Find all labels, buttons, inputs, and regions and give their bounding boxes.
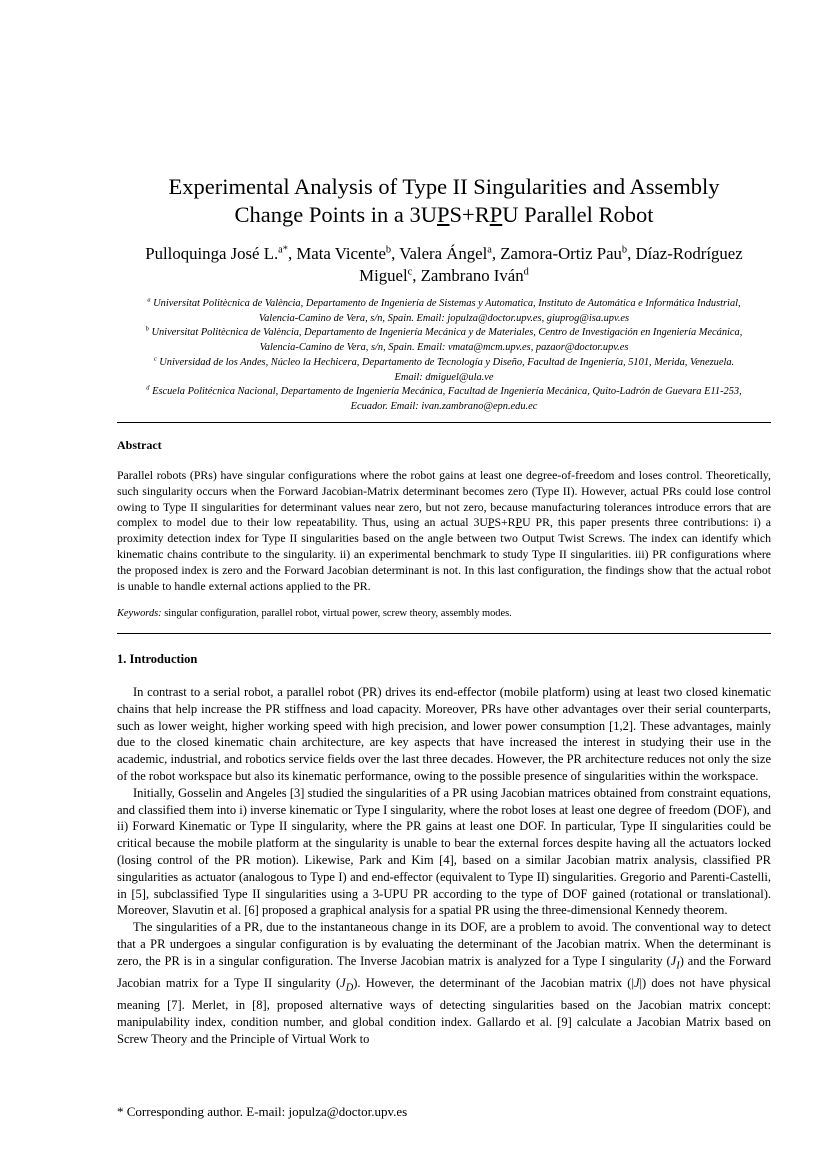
title-underlined-p: P — [437, 202, 450, 227]
affiliation-line: Email: dmiguel@ula.ve — [394, 371, 494, 383]
author-name: Valera Ángel — [399, 244, 488, 263]
author-separator: , — [627, 244, 636, 263]
abstract-heading: Abstract — [117, 438, 162, 452]
title-underlined-p: P — [489, 202, 503, 227]
author — [145, 244, 296, 263]
math-subscript: I — [676, 960, 680, 972]
author-name: Pulloquinga José L. — [145, 244, 279, 263]
affiliation — [117, 326, 771, 355]
affiliation-line: Universitat Politècnica de València, Departamento de Ingeniería Mecánica y de Materiales, Centro de Investigación en Ingeniería Mecánica, — [148, 327, 743, 339]
author-name: Zambrano Iván — [420, 266, 524, 285]
author-separator: , — [412, 266, 421, 285]
paragraph-text: |) does not have physical meaning [7]. Merlet, in [8], proposed alternative ways of detecting singularities based on the Jacobian matrix concept: manipulability index, condition number, and global condition index. Gallardo et al. [9] calculate a Jacobian Matrix based on Screw Theory and the Principle of Virtual Work to — [117, 976, 771, 1046]
affiliation-line: Escuela Politécnica Nacional, Departamento de Ingeniería Mecánica, Facultad de Ingeniería Mecánica, Quito-Ladrón de Guevara E11-253, — [149, 386, 742, 398]
abstract-text: U PR, this paper presents three contributions: i) a proximity detection index for Type II singularities based on the angle between two Output Twist Screws. The index can identify which kinematic chains contribute to the singularity. ii) an experimental benchmark to study Type II singularities. iii) PR configurations where the proposed index is zero and the Forward Jacobian determinant is not. In this last configuration, the findings show that the actual robot is unable to handle external actions applied to the PR. — [117, 515, 771, 593]
paragraph-text: ) and the Forward Jacobian matrix for a Type II singularity ( — [117, 953, 771, 991]
author-affil-mark: a — [487, 244, 492, 256]
affiliation — [117, 385, 771, 414]
abstract-text: S+R — [494, 515, 516, 530]
abstract-underlined-p: P — [487, 515, 495, 530]
math-j: J — [633, 976, 640, 991]
abstract-body — [117, 468, 771, 594]
paragraph: In contrast to a serial robot, a parallel robot (PR) drives its end-effector (mobile platform) using at least two closed kinematic chains that help increase the PR stiffness and load capacity. Moreover, PRs have other advantages over their serial counterparts, such as lower weight, higher working speed with high precision, and lower power consumption [1,2]. These advantages, mainly due to the closed kinematic chain architecture, are key aspects that have increased the interest in studying their use in the academic, industrial, and robotics service fields over the last three decades. However, the PR architecture reduces not only the size of the robot workspace but also its kinematic performance, owing to the possible presence of singularities within the workspace. — [117, 685, 771, 783]
paragraph-text: ). However, the determinant of the Jacobian matrix (| — [353, 976, 634, 991]
author — [399, 244, 500, 263]
title-line-2 — [117, 201, 771, 229]
author-name: Zamora-Ortiz Pau — [500, 244, 622, 263]
affiliation-letter: d — [146, 384, 150, 392]
affiliation-list — [117, 297, 771, 415]
keywords-label: Keywords: — [117, 608, 162, 619]
abstract-bottom-rule — [117, 633, 771, 634]
author-affil-mark: b — [385, 244, 392, 256]
title-part: S+R — [449, 202, 490, 227]
author-affil-mark: a* — [278, 244, 288, 256]
author — [500, 244, 635, 263]
author — [421, 266, 529, 285]
author-separator: , — [491, 244, 501, 263]
affiliation — [117, 356, 771, 385]
affiliation-line: Ecuador. Email: ivan.zambrano@epn.edu.ec — [350, 400, 538, 412]
abstract-top-rule — [117, 422, 771, 423]
title-part: U Parallel Robot — [502, 202, 654, 227]
author-name: Díaz-Rodríguez Miguel — [359, 244, 743, 285]
math-symbol — [340, 976, 354, 994]
affiliation-letter: a — [147, 296, 151, 304]
title-line-1: Experimental Analysis of Type II Singularities and Assembly — [168, 174, 720, 199]
paragraph — [117, 919, 771, 1048]
author-separator: , — [391, 244, 400, 263]
affiliation-letter: b — [145, 325, 149, 333]
paragraph-text: The singularities of a PR, due to the instantaneous change in its DOF, are a problem to avoid. The conventional way to detect that a PR undergoes a singular configuration is by evaluating the determinant of the Jacobian matrix. When the determinant is zero, the PR is in a singular configuration. The Inverse Jacobian matrix is analyzed for a Type I singularity ( — [117, 920, 771, 968]
section-body — [117, 684, 771, 1048]
affiliation-line: Universitat Politècnica de València, Departamento de Ingeniería de Sistemas y Automatica, Instituto de Automática e Informática Industrial, — [150, 298, 741, 309]
author-affil-mark: b — [621, 244, 628, 256]
affiliation-line: Universidad de los Andes, Núcleo la Hechicera, Departamento de Tecnología y Diseño, Facultad de Ingeniería, 5101, Merida, Venezuela. — [156, 356, 735, 368]
author-separator: , — [287, 244, 297, 263]
affiliation-letter: c — [153, 355, 157, 363]
math-symbol — [670, 953, 680, 972]
math-j: J — [670, 953, 677, 968]
keywords-text: singular configuration, parallel robot, virtual power, screw theory, assembly modes. — [161, 608, 512, 619]
affiliation-line: Valencia-Camino de Vera, s/n, Spain. Email: vmata@mcm.upv.es, pazaor@doctor.upv.es — [259, 342, 629, 354]
affiliation-line: Valencia-Camino de Vera, s/n, Spain. Email: jopulza@doctor.upv.es, giuprog@isa.upv.es — [258, 312, 630, 324]
footnote: * Corresponding author. E-mail: jopulza@doctor.upv.es — [117, 1104, 408, 1119]
paper-title — [117, 173, 771, 229]
math-j: J — [340, 976, 346, 991]
abstract-underlined-p: P — [515, 515, 523, 530]
author-name: Mata Vicente — [296, 244, 386, 263]
author-affil-mark: d — [523, 266, 529, 278]
author-list — [117, 243, 771, 287]
abstract-text: Parallel robots (PRs) have singular configurations where the robot gains at least one degree-of-freedom and loses control. Theoretically, such singularity occurs when the Forward Jacobian-Matrix determinant becomes zero (Type II). However, actual PRs could lose control owing to Type II singularities for determinant values near zero, but not zero, because manufacturing tolerances introduce errors that are complex to model due to their low repeatability. Thus, using an actual 3U — [117, 468, 771, 530]
keywords — [117, 607, 771, 621]
section-heading: 1. Introduction — [117, 652, 198, 666]
affiliation — [117, 297, 771, 326]
math-subscript: D — [345, 982, 354, 994]
author — [296, 244, 399, 263]
paragraph: Initially, Gosselin and Angeles [3] studied the singularities of a PR using Jacobian matrices obtained from constraint equations, and classified them into i) inverse kinematic or Type I singularity, where the robot loses at least one degree of freedom (DOF), and ii) Forward Kinematic or Type II singularity, where the PR gains at least one DOF. In particular, Type II singularities could be critical because the mobile platform at the singularity is unable to bear the external forces despite having all the actuators locked (losing control of the PR motion). Likewise, Park and Kim [4], based on a similar Jacobian matrix analysis, classified PR singularities as actuator (analogous to Type I) and end-effector (equivalent to Type II) singularities. Gregorio and Parenti-Castelli, in [5], subclassified Type II singularities using a 3-UPU PR according to the type of DOF gained (rotational or translational). Moreover, Slavutin et al. [6] proposed a graphical analysis for a spatial PR using the three-dimensional Kennedy theorem. — [117, 785, 771, 918]
author-affil-mark: c — [407, 266, 413, 278]
title-part: Change Points in a 3U — [234, 202, 437, 227]
